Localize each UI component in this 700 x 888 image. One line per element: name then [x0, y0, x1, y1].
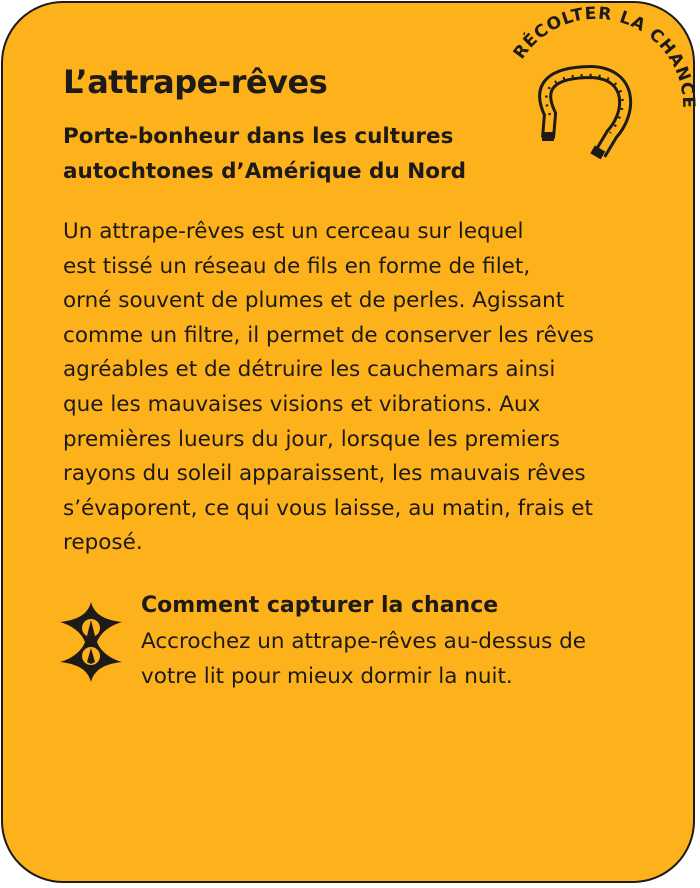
tip-line: Accrochez un attrape-rêves au-dessus de [141, 629, 587, 654]
card-subtitle [63, 119, 466, 189]
card-body [63, 215, 653, 561]
badge-text: RÉCOLTER LA CHANCE [509, 3, 699, 110]
body-line: Un attrape-rêves est un cerceau sur lequel [63, 219, 524, 244]
body-line: agréables et de détruire les cauchemars ainsi [63, 357, 556, 383]
body-line: comme un filtre, il permet de conserver les rêves [63, 322, 594, 348]
subtitle-line: Porte-bonheur dans les cultures [63, 124, 454, 149]
horseshoe-icon [542, 72, 625, 159]
badge-graphic [492, 2, 700, 182]
svg-text:RÉCOLTER LA CHANCE [510, 4, 699, 110]
body-line: que les mauvaises visions et vibrations. Aux [63, 391, 541, 417]
tip-line: votre lit pour mieux dormir la nuit. [141, 663, 513, 689]
badge [492, 2, 700, 182]
tip-title: Comment capturer la chance [141, 593, 499, 618]
body-line: reposé. [63, 530, 143, 556]
tip-text [141, 625, 586, 694]
body-line: est tissé un réseau de fils en forme de filet, [63, 253, 531, 279]
subtitle-line: autochtones d’Amérique du Nord [63, 159, 466, 184]
body-line: rayons du soleil apparaissent, les mauvais rêves [63, 461, 586, 487]
star-ornament-icon [60, 602, 122, 682]
body-line: s’évaporent, ce qui vous laisse, au matin, frais et [63, 495, 593, 521]
card-title: L’attrape-rêves [63, 63, 328, 101]
card [1, 1, 699, 883]
body-line: orné souvent de plumes et de perles. Agissant [63, 288, 565, 314]
body-line: premières lueurs du jour, lorsque les premiers [63, 426, 560, 452]
